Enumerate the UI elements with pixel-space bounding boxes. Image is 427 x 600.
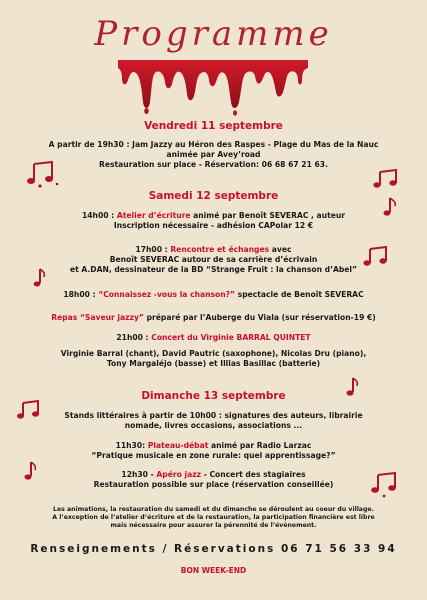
music-note-icon <box>372 166 406 192</box>
music-note-icon <box>24 160 64 190</box>
saturday-event-4 <box>8 313 419 323</box>
event-desc: animé par Benoît SEVERAC , auteur <box>190 211 346 220</box>
event-desc: animé par Radio Larzac <box>208 441 312 450</box>
event-desc-line: Benoît SEVERAC autour de sa carrière d’écrivain <box>109 255 318 264</box>
event-title: Atelier d’écriture <box>116 211 191 220</box>
closing-text: BON WEEK-END <box>180 566 247 575</box>
event-title: Apéro jazz <box>156 470 202 479</box>
event-desc: - Concert des stagiaires <box>201 470 306 479</box>
event-time: 11h30: <box>115 441 148 450</box>
saturday-heading: Samedi 12 septembre <box>148 190 279 202</box>
friday-event <box>8 140 419 170</box>
event-desc-line: “Pratique musicale en zone rurale: quel apprentissage?” <box>91 451 336 460</box>
saturday-band-members <box>8 349 419 369</box>
event-time: 21h00 : <box>116 333 152 342</box>
contact-line: Renseignements / Réservations 06 71 56 33 94 <box>30 543 397 555</box>
band-line-1: Virginie Barral (chant), David Pautric (saxophone), Nicolas Dru (piano), <box>60 349 367 358</box>
event-desc: spectacle de Benoît SEVERAC <box>235 290 364 299</box>
event-title: Plateau-débat <box>147 441 209 450</box>
saturday-event-2 <box>8 245 419 275</box>
event-title: Repas “Saveur jazzy” <box>51 313 144 322</box>
band-line-2: Tony Margaléjo (basse) et Illias Basillac (batterie) <box>106 359 321 368</box>
event-desc-line: Restauration possible sur place (réservation conseillée) <box>93 480 334 489</box>
footer-note-2: A l’exception de l’atelier d’écriture et de la restauration, la participation financière est libre <box>52 514 375 522</box>
saturday-event-5 <box>8 333 419 343</box>
page-title: Programme <box>94 14 333 54</box>
friday-line-2: animée par Avey’road <box>166 150 261 159</box>
event-time: 17h00 : <box>135 245 171 254</box>
friday-heading: Vendredi 11 septembre <box>144 120 283 132</box>
event-time: 14h00 : <box>81 211 117 220</box>
event-desc-line: Stands littéraires à partir de 10h00 : signatures des auteurs, librairie <box>64 411 363 420</box>
saturday-event-3 <box>8 290 419 300</box>
event-desc: préparé par l’Auberge du Viala (sur réservation-19 €) <box>143 313 376 322</box>
music-note-icon <box>362 244 394 270</box>
event-time: 12h30 - <box>121 470 157 479</box>
sunday-event-2 <box>8 441 419 461</box>
music-note-icon <box>22 460 40 482</box>
music-note-icon <box>382 196 402 218</box>
blood-drip-decoration <box>118 58 308 116</box>
event-title: “Connaissez -vous la chanson?” <box>98 290 236 299</box>
event-desc-line: et A.DAN, dessinateur de la BD “Strange Fruit : la chanson d’Abel” <box>69 265 358 274</box>
friday-line-1: A partir de 19h30 : Jam Jazzy au Héron des Raspes - Plage du Mas de la Nauc <box>48 140 379 149</box>
footer-notes <box>8 506 419 531</box>
sunday-heading: Dimanche 13 septembre <box>141 390 286 402</box>
footer-note-3: mais nécessaire pour assurer la pérennité de l’évènement. <box>110 522 317 530</box>
sunday-event-3 <box>8 470 419 490</box>
music-note-icon <box>370 470 404 498</box>
friday-line-3: Restauration sur place - Réservation: 06 68 67 21 63. <box>99 160 328 169</box>
event-note: Inscription nécessaire - adhésion CAPolar 12 € <box>113 221 314 230</box>
event-desc: avec <box>269 245 292 254</box>
event-time: 18h00 : <box>63 290 99 299</box>
event-title: Concert du Virginie <box>151 333 237 342</box>
event-title-band: BARRAL QUINTET <box>236 333 311 342</box>
sunday-event-1 <box>8 411 419 431</box>
music-note-icon <box>344 376 362 398</box>
saturday-event-1 <box>8 211 419 231</box>
event-desc-line: nomade, livres occasions, associations ... <box>124 421 303 430</box>
footer-note-1: Les animations, la restauration du samedi et du dimanche se déroulent au coeur du village. <box>53 506 374 513</box>
music-note-icon <box>16 398 46 422</box>
music-note-icon <box>32 267 48 289</box>
event-title: Rencontre et échanges <box>170 245 270 254</box>
